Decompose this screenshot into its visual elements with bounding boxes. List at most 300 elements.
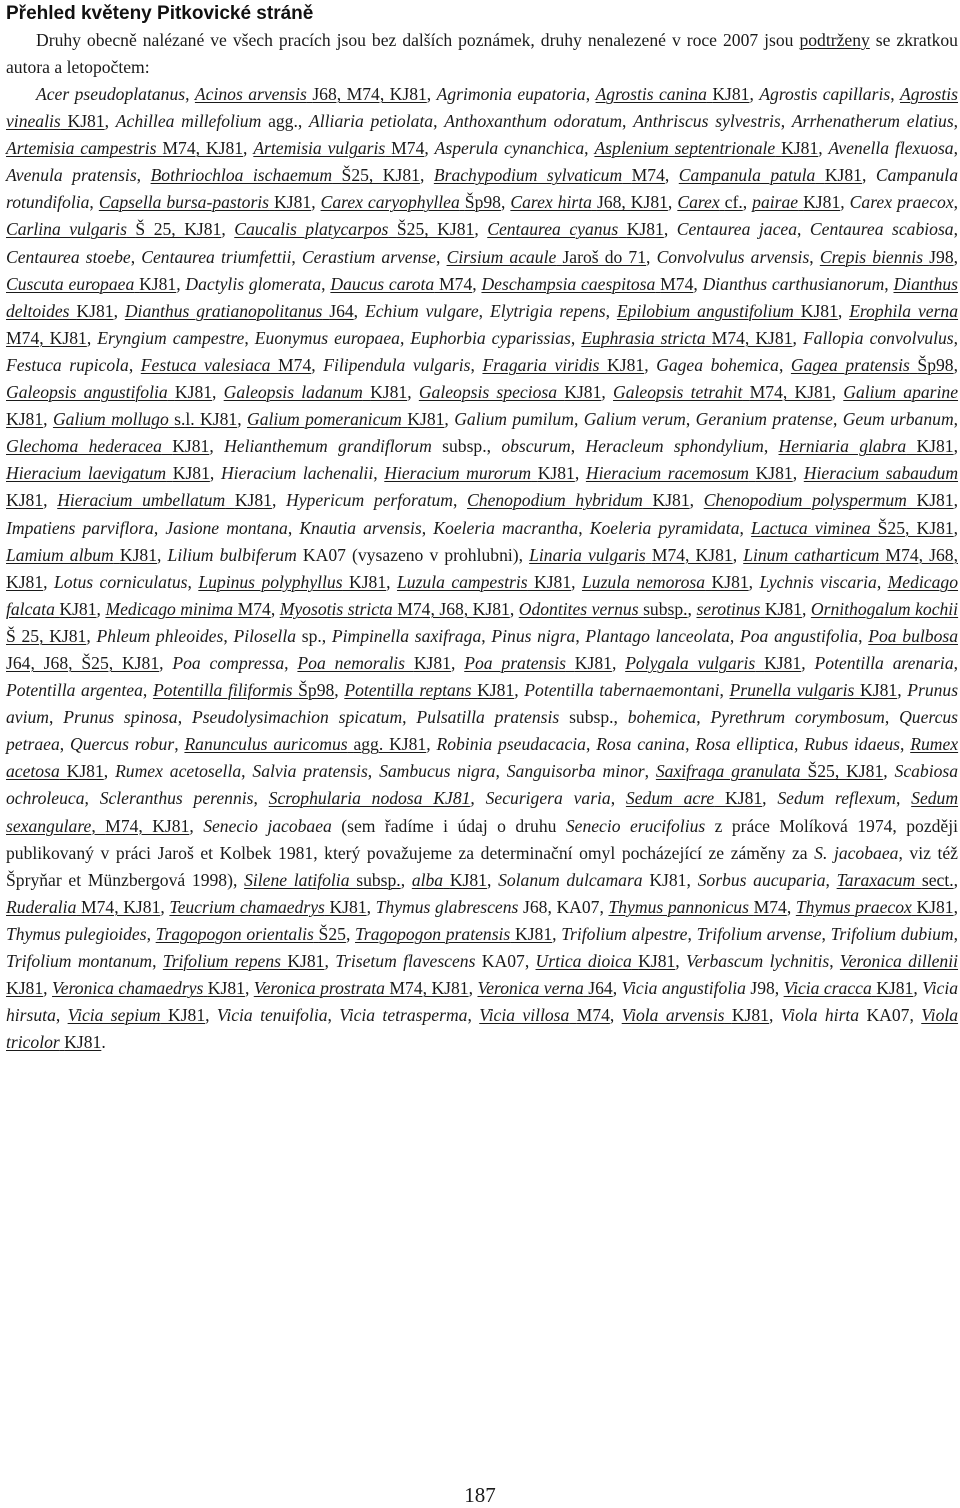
species-name: Arrhenatherum elatius (791, 111, 954, 132)
species-name-group (608, 897, 786, 917)
species-name-group (752, 192, 840, 212)
species-entry: Centaurea stoebe, (6, 246, 142, 267)
species-source: M74 (237, 598, 271, 619)
species-name-group (6, 951, 152, 971)
species-name: Potentilla filiformis (152, 680, 293, 701)
species-name-group (796, 897, 954, 917)
species-name: Asplenium septentrionale (594, 138, 776, 159)
species-entry: Geranium pratense, (695, 409, 843, 430)
species-name: Dianthus carthusianorum (702, 273, 885, 294)
species-entry: Carex cf., (677, 192, 753, 213)
species-entry: Heracleum sphondylium, (585, 436, 779, 457)
species-name: Erophila verna (849, 300, 959, 321)
species-name-group (6, 463, 210, 483)
species-entry: Acinos arvensis J68, M74, KJ81, (194, 84, 437, 104)
species-entry: Viola hirta KA07, (780, 1005, 922, 1026)
species-name-group (831, 924, 954, 944)
species-entry: Gagea bohemica, (656, 354, 791, 375)
species-entry: Festuca valesiaca M74, (140, 354, 324, 375)
species-entry: Potentilla argentea, (6, 680, 153, 701)
species-name: Solanum dulcamara (498, 869, 643, 890)
species-entry: Medicago minima M74, (105, 598, 280, 619)
species-name: Hypericum perforatum (286, 490, 453, 511)
species-name: Vicia tetrasperma (339, 1005, 468, 1026)
species-name-group (244, 870, 401, 890)
species-name-group (740, 626, 858, 646)
species-source: Š25, KJ81 (396, 219, 475, 240)
species-source: KA07 (481, 951, 525, 971)
species-entry: Herniaria glabra KJ81, (778, 436, 958, 457)
species-entry: Caucalis platycarpos Š25, KJ81, (234, 219, 488, 240)
intro-trail: se zkratkou autora a letopočtem: (6, 30, 958, 78)
species-source: M74, KJ81 (6, 327, 87, 348)
species-name: Thymus praecox (795, 896, 912, 917)
species-entry: Daucus carota M74, (330, 273, 482, 294)
species-name-group (6, 274, 176, 294)
species-entry: Trifolium repens KJ81, (162, 951, 336, 971)
species-name: Acinos arvensis (194, 84, 307, 104)
species-name: serotinus (696, 598, 761, 619)
species-name: Phleum phleoides (96, 625, 224, 646)
species-name: Thymus glabrescens (375, 896, 519, 917)
species-name: Sedum sexangulare (6, 788, 959, 836)
species-name-group (498, 870, 686, 890)
species-entry: Trifolium montanum, (6, 951, 163, 971)
species-name: Centaurea scabiosa (809, 219, 954, 240)
species-name-group (779, 436, 954, 456)
species-name-group (252, 761, 367, 781)
species-name: Lamium album (6, 544, 114, 565)
species-name-group (626, 788, 762, 808)
species-entry: Hieracium umbellatum KJ81, (57, 490, 287, 511)
species-entry: alba KJ81, (411, 869, 499, 890)
species-entry: Galium pumilum, (454, 409, 584, 430)
species-source: M74 (439, 273, 473, 294)
species-name: Eryngium campestre (97, 327, 245, 348)
species-name-group (585, 436, 763, 456)
species-source: KJ81 (764, 598, 802, 619)
species-name: Pulsatilla pratensis (416, 707, 560, 728)
species-name: Dianthus deltoides (6, 273, 959, 321)
species-source: KJ81 (564, 382, 602, 403)
species-entry: Lychnis viscaria, (759, 571, 888, 592)
species-source: subsp. (356, 869, 401, 890)
species-source: Šp98 (917, 354, 954, 375)
species-name: Acer pseudoplatanus (36, 84, 186, 104)
species-name: Rumex acetosella (115, 761, 242, 782)
species-name-group (6, 165, 137, 185)
species-name: Pyrethrum corymbosum (710, 707, 885, 728)
species-name: Prunella vulgaris (729, 680, 855, 701)
species-source: KJ81 (514, 923, 553, 944)
species-name-group (584, 409, 686, 429)
species-name-group (6, 545, 157, 565)
species-name-group (596, 84, 750, 104)
species-name: Galium pumilum (454, 409, 574, 430)
species-source: KJ81 (916, 490, 954, 511)
species-entry: Vicia tetrasperma, (339, 1005, 480, 1026)
species-entry: Deschampsia caespitosa M74, (481, 273, 703, 294)
species-name: Anthoxanthum odoratum (444, 111, 623, 132)
species-name: Trifolium arvense (696, 923, 822, 944)
species-name: Trifolium repens (162, 951, 281, 971)
species-name: Artemisia vulgaris (253, 138, 386, 159)
species-entry: Hypericum perforatum, (286, 490, 468, 511)
species-name: Herniaria glabra (778, 436, 907, 457)
species-entry: Verbascum lychnitis, (686, 951, 840, 971)
species-name-group (6, 518, 154, 538)
species-name: Sambucus nigra (379, 761, 496, 782)
species-entry: Jasione montana, (165, 517, 300, 538)
species-source: KJ81 (207, 978, 245, 999)
species-entry: Centaurea scabiosa, (809, 219, 959, 240)
species-entry: Dactylis glomerata, (185, 273, 331, 294)
species-name: Vicia tenuifolia (216, 1005, 328, 1026)
species-entry: Carlina vulgaris Š 25, KJ81, (6, 219, 235, 240)
species-name: Koeleria pyramidata (589, 517, 740, 538)
species-entry: Odontites vernus subsp., (518, 598, 697, 619)
species-name-group (435, 138, 585, 158)
species-entry: Filipendula vulgaris, (323, 354, 483, 375)
species-entry: Poa angustifolia, (740, 625, 869, 646)
species-name-group (622, 978, 775, 998)
species-entry: Ranunculus auricomus agg. KJ81, (184, 734, 437, 755)
species-name: Robinia pseudacacia (436, 734, 586, 755)
species-name-group (234, 219, 474, 239)
species-name: Avenula pratensis (6, 165, 137, 186)
species-entry: Hieracium murorum KJ81, (384, 463, 586, 484)
species-name-group (777, 788, 896, 808)
species-name-group (54, 572, 188, 592)
species-name: Securigera varia (485, 788, 611, 809)
species-name: Lupinus polyphyllus (198, 571, 343, 592)
species-name-group (302, 247, 436, 267)
species-entry: Potentilla filiformis Šp98, (152, 680, 345, 701)
species-name: Capsella bursa-pastoris (98, 192, 270, 213)
species-entry: Quercus robur, (69, 734, 185, 755)
species-entry: Rumex acetosa KJ81, (6, 734, 959, 782)
species-name: Daucus carota (330, 273, 435, 294)
species-entry: Avenella flexuosa, (828, 138, 959, 159)
species-source: J64, J68, Š25, KJ81 (6, 652, 160, 673)
species-name: Fallopia convolvulus (802, 327, 954, 348)
species-entry: Thymus glabrescens J68, KA07, (375, 896, 609, 917)
species-name: Luzula campestris (396, 571, 528, 592)
species-source: KJ81 (731, 1005, 769, 1026)
species-name-group (633, 111, 781, 131)
species-name: Medicago minima (105, 598, 234, 619)
species-name-group (6, 897, 160, 917)
species-name: Veronica prostrata (253, 978, 385, 999)
species-name-group (704, 490, 954, 510)
species-entry: Capsella bursa-pastoris KJ81, (98, 192, 321, 213)
species-name: Koeleria macrantha (433, 517, 579, 538)
species-name-group (165, 518, 287, 538)
species-source: M74, J68, KJ81 (6, 544, 958, 592)
species-source: KJ81 (477, 680, 515, 701)
species-name-group (657, 247, 810, 267)
species-name: Quercus petraea (6, 707, 959, 755)
species-name: Scabiosa ochroleuca (6, 761, 959, 809)
species-name-group (561, 924, 687, 944)
species-name-group (850, 192, 954, 212)
species-entry: Vicia angustifolia J98, (621, 978, 784, 999)
species-name-group (299, 518, 421, 538)
species-source: M74 (278, 354, 312, 375)
species-name-group (529, 545, 733, 565)
species-source: subsp. (569, 707, 614, 728)
species-name-group (233, 626, 321, 646)
species-name: Asperula cynanchica (434, 138, 585, 159)
species-name: Cirsium acaule (446, 246, 557, 267)
species-name: Tragopogon pratensis (355, 923, 511, 944)
species-entry: pairae KJ81, (752, 192, 850, 213)
species-entry: Pulsatilla pratensis subsp., (416, 707, 628, 728)
species-name: Campanula patula (678, 165, 816, 186)
species-name-group (486, 788, 611, 808)
species-name-group (613, 382, 832, 402)
species-name: Potentilla arenaria (814, 652, 954, 673)
species-name-group (53, 409, 237, 429)
species-entry: Knautia arvensis, (299, 517, 434, 538)
species-entry: Anthoxanthum odoratum, (444, 111, 634, 132)
species-source: KJ81 (916, 896, 954, 917)
species-name-group (784, 978, 914, 998)
species-entry: Cuscuta europaea KJ81, (6, 273, 186, 294)
species-source: KJ81 (638, 951, 676, 971)
species-entry: Agrostis canina KJ81, (595, 84, 760, 104)
species-name: Festuca valesiaca (140, 354, 271, 375)
species-name: Medicago falcata (6, 571, 959, 619)
species-entry: Rosa canina, (596, 734, 696, 755)
species-name: Rubus idaeus (804, 734, 900, 755)
species-entry: Gagea pratensis Šp98, (790, 354, 959, 375)
species-entry: Centaurea triumfettii, (141, 246, 302, 267)
species-name-group (696, 409, 833, 429)
species-entry: Thymus pulegioides, (6, 923, 156, 944)
species-name-group (695, 734, 794, 754)
species-name: Linum catharticum (743, 544, 880, 565)
species-name-group (6, 219, 221, 239)
species-name-group (444, 111, 622, 131)
species-name: Vicia villosa (479, 1005, 570, 1026)
species-entry: Glechoma hederacea KJ81, (6, 436, 225, 457)
species-source: KJ81 (274, 192, 312, 213)
species-name: Polygala vulgaris (625, 652, 756, 673)
species-source: M74, KJ81 (162, 138, 244, 159)
species-source: Š25, KJ81 (877, 517, 954, 538)
species-entry: Convolvulus arvensis, (656, 246, 820, 267)
species-name: Geranium pratense (695, 409, 833, 430)
species-name-group (153, 680, 334, 700)
species-name: Urtica dioica (535, 951, 632, 971)
species-name: Scleranthus perennis (99, 788, 254, 809)
species-entry: Arrhenatherum elatius, (791, 111, 959, 132)
species-name-group (254, 978, 469, 998)
species-source: KJ81 (711, 571, 749, 592)
species-name: Poa angustifolia (740, 625, 859, 646)
species-name: Avenella flexuosa (828, 138, 954, 159)
species-source: J64 (329, 300, 354, 321)
species-entry: Thymus pannonicus M74, (608, 896, 796, 917)
species-name-group (730, 680, 898, 700)
species-entry: Potentilla reptans KJ81, (344, 680, 525, 701)
species-name-group (330, 274, 472, 294)
species-name: Ruderalia (6, 896, 77, 917)
species-name: Rosa elliptica (695, 734, 794, 755)
species-entry: Silene latifolia subsp., (244, 869, 412, 890)
species-name-group (760, 572, 877, 592)
species-name-group (581, 328, 792, 348)
species-name-group (519, 599, 688, 619)
species-entry: Lactuca viminea Š25, KJ81, (751, 517, 959, 538)
species-name-group (151, 165, 420, 185)
species-name: Sedum reflexum (777, 788, 896, 809)
intro-underlined-word: podtrženy (799, 30, 870, 50)
species-name-group (269, 788, 471, 808)
species-source: KJ81 (6, 978, 44, 999)
species-entry: Rubus idaeus, (804, 734, 911, 755)
species-name: Agrostis vinealis (6, 84, 959, 132)
species-source: KJ81 (755, 463, 793, 484)
species-name-group (536, 951, 676, 971)
species-source: KJ81 (64, 1032, 102, 1053)
species-source: M74 (660, 273, 694, 294)
species-name-group (477, 978, 612, 998)
species-source: KJ81 (916, 436, 954, 457)
species-entry: Helianthemum grandiflorum subsp., (224, 436, 502, 457)
species-name-group (168, 545, 519, 565)
species-name: Elytrigia repens (489, 300, 606, 321)
species-source: Š25 (318, 923, 346, 944)
species-source: agg. KJ81 (353, 734, 427, 755)
species-name-group (376, 897, 600, 917)
intro-paragraph (6, 27, 958, 81)
species-name: Potentilla argentea (6, 680, 143, 701)
species-entry: Centaurea cyanus KJ81, (487, 219, 677, 240)
species-name: Poa bulbosa (868, 625, 959, 646)
species-name-group (434, 165, 665, 185)
species-source: KJ81 (59, 598, 97, 619)
species-entry: Sedum acre KJ81, (625, 788, 778, 809)
species-name-group (410, 328, 570, 348)
species-entry: Erophila verna M74, KJ81, (6, 300, 959, 348)
species-name: Hieracium laevigatum (6, 463, 167, 484)
species-name: Campanula rotundifolia (6, 165, 958, 213)
species-entry: Dianthus carthusianorum, (702, 273, 894, 294)
species-name: Saxifraga granulata (655, 761, 801, 782)
species-name-group (68, 1005, 206, 1025)
species-name: Convolvulus arvensis (656, 246, 810, 267)
species-name-group (622, 1005, 769, 1025)
species-name-group (491, 626, 575, 646)
species-source: KJ81 (287, 951, 325, 971)
species-source: KJ81 (349, 571, 387, 592)
species-name: Filipendula vulgaris (323, 354, 471, 375)
species-name: Salvia pratensis (252, 761, 368, 782)
species-entry: Lamium album KJ81, (6, 544, 168, 565)
species-entry: Veronica chamaedrys KJ81, (52, 978, 254, 999)
species-name-group (6, 138, 243, 158)
page-title: Přehled květeny Pitkovické stráně (6, 3, 314, 24)
species-name: Trifolium dubium (830, 923, 954, 944)
species-entry: Achillea millefolium agg., (115, 111, 310, 132)
species-source: J98 (750, 978, 775, 999)
species-name: Carex praecox (849, 192, 954, 213)
species-source: KJ81 (234, 490, 272, 511)
species-source: cf. (724, 192, 743, 213)
species-name-group (6, 436, 209, 456)
species-source: KJ81 (174, 382, 213, 403)
species-entry: Quercus petraea, (6, 707, 959, 755)
species-entry: Scabiosa ochroleuca, (6, 761, 959, 809)
species-source: M74, KJ81 (389, 978, 469, 999)
species-name-group (198, 572, 386, 592)
species-name: Quercus robur (69, 734, 175, 755)
species-name: Veronica dillenii (839, 951, 958, 971)
species-name: Gagea bohemica (656, 354, 779, 375)
species-entry: Crepis biennis J98, (819, 246, 959, 267)
species-entry: Poa nemoralis KJ81, (297, 652, 465, 673)
species-source: KJ81 (76, 300, 114, 321)
species-name-group (696, 599, 802, 619)
species-name: alba (411, 869, 444, 890)
species-source: KJ81 (781, 138, 819, 159)
species-note: , viz též Špryňar et Münzbergová 1998), (6, 842, 958, 890)
species-entry: Luzula nemorosa KJ81, (581, 571, 760, 592)
species-source: M74 (631, 165, 665, 186)
species-name-group (97, 328, 244, 348)
species-name: Centaurea stoebe (6, 246, 131, 267)
species-entry: Dianthus deltoides KJ81, (6, 273, 959, 321)
species-name-group (582, 572, 749, 592)
species-name: Epilobium angustifolium (616, 300, 794, 321)
species-source: KA07 (vysazeno v prohlubni) (302, 544, 519, 565)
species-name-group (594, 138, 818, 158)
species-note: (sem řadíme i údaj o druhu (331, 815, 566, 836)
species-name: Euphrasia stricta (581, 327, 706, 348)
species-entry: Linaria vulgaris M74, KJ81, (529, 544, 744, 565)
species-name: obscurum (501, 436, 571, 457)
species-source: M74 (391, 138, 425, 159)
species-entry: Sedum reflexum, (777, 788, 912, 809)
species-entry: Agrostis vinealis KJ81, (6, 84, 959, 132)
species-entry: Myosotis stricta M74, J68, KJ81, (279, 598, 519, 619)
species-name: Veronica chamaedrys (52, 978, 204, 999)
species-entry: Cirsium acaule Jaroš do 71, (446, 246, 657, 267)
species-name-group (379, 761, 495, 781)
species-entry: Avenula pratensis, (6, 165, 151, 186)
species-name: Prunus avium (6, 680, 959, 728)
species-name-group (686, 951, 829, 971)
species-entry: Saxifraga granulata Š25, KJ81, (655, 761, 895, 782)
species-entry: Viola tricolor KJ81. (6, 1005, 959, 1053)
species-source: KJ81 (329, 896, 367, 917)
species-name: Ranunculus auricomus (184, 734, 348, 755)
species-entry: Chenopodium polyspermum KJ81, (703, 490, 959, 511)
species-source: M74, KJ81 (80, 896, 161, 917)
species-entry: Pyrethrum corymbosum, (710, 707, 900, 728)
species-entry: Plantago lanceolata, (585, 625, 741, 646)
species-source: J68, KJ81 (596, 192, 668, 213)
species-entry: Securigera varia, (485, 788, 626, 809)
species-source: KJ81 (168, 1005, 206, 1026)
species-source: KJ81 (803, 192, 841, 213)
species-source: J98 (929, 246, 954, 267)
species-name-group (679, 165, 862, 185)
species-name-group (596, 734, 685, 754)
species-name-group (781, 1005, 910, 1025)
